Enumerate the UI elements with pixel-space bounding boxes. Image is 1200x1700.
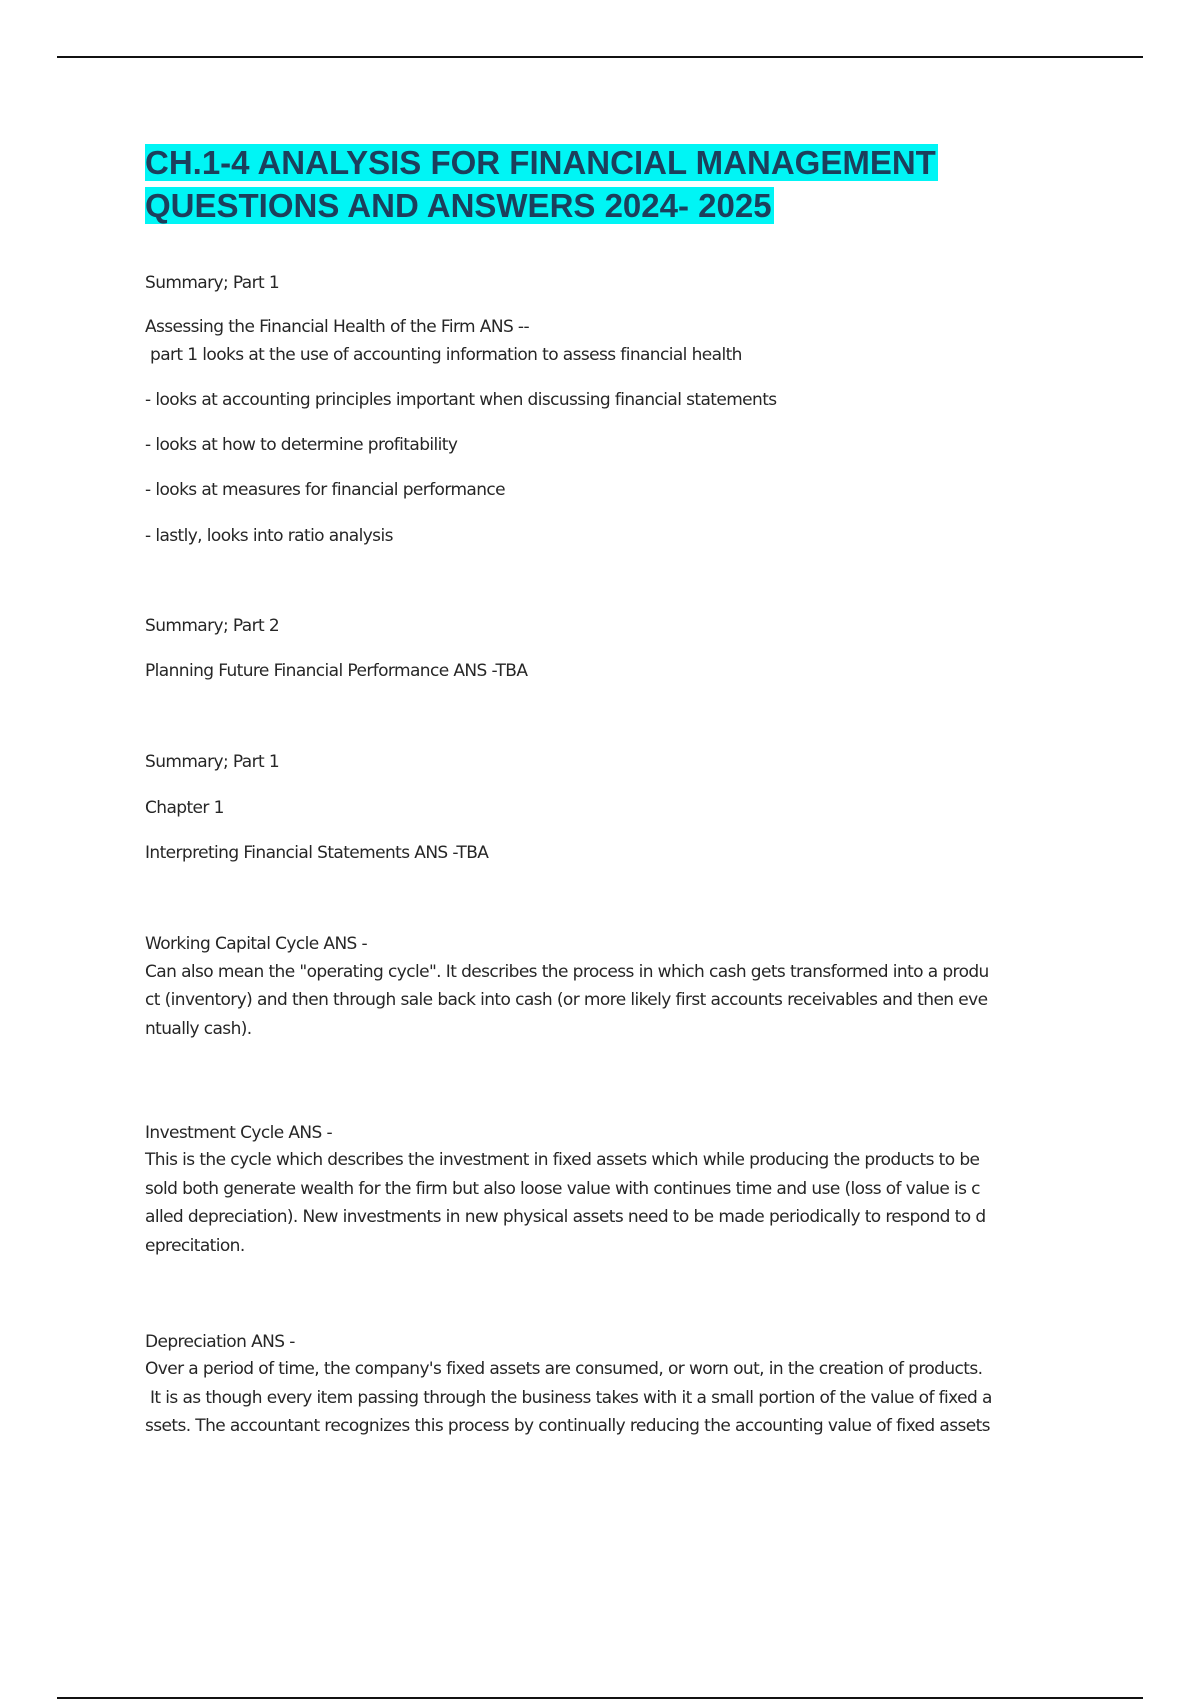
- bullet-item: - looks at measures for financial performance: [145, 480, 505, 500]
- title-line-2: QUESTIONS AND ANSWERS 2024- 2025: [145, 187, 772, 224]
- summary-heading: Summary; Part 1: [145, 752, 280, 772]
- answer-text: ssets. The accountant recognizes this process by continually reducing the accounting value of fixed assets: [145, 1416, 990, 1436]
- question-term: Interpreting Financial Statements ANS -TBA: [145, 843, 489, 863]
- answer-text: alled depreciation). New investments in new physical assets need to be made periodically to respond to d: [145, 1207, 986, 1227]
- chapter-heading: Chapter 1: [145, 798, 224, 818]
- answer-text: sold both generate wealth for the firm but also loose value with continues time and use (loss of value is c: [145, 1179, 980, 1199]
- question-term: Depreciation ANS -: [145, 1332, 295, 1352]
- answer-text: This is the cycle which describes the investment in fixed assets which while producing the products to be: [145, 1150, 980, 1170]
- answer-text: Over a period of time, the company's fixed assets are consumed, or worn out, in the creation of products.: [145, 1359, 983, 1379]
- title-line-1: CH.1-4 ANALYSIS FOR FINANCIAL MANAGEMENT: [145, 144, 936, 181]
- question-term: Investment Cycle ANS -: [145, 1123, 333, 1143]
- bullet-item: - looks at how to determine profitability: [145, 435, 458, 455]
- question-term: Planning Future Financial Performance ANS -TBA: [145, 661, 528, 681]
- answer-text: Can also mean the "operating cycle". It describes the process in which cash gets transformed into a produ: [145, 962, 989, 982]
- top-rule: [57, 56, 1143, 58]
- question-term: Working Capital Cycle ANS -: [145, 934, 368, 954]
- answer-text: ct (inventory) and then through sale back into cash (or more likely first accounts receivables and then eve: [145, 990, 988, 1010]
- answer-text: ntually cash).: [145, 1019, 252, 1039]
- bullet-item: - looks at accounting principles important when discussing financial statements: [145, 390, 777, 410]
- answer-text: It is as though every item passing through the business takes with it a small portion of the value of fixed a: [150, 1388, 992, 1408]
- bottom-rule: [57, 1697, 1143, 1699]
- answer-text: part 1 looks at the use of accounting information to assess financial health: [150, 345, 742, 365]
- summary-heading: Summary; Part 2: [145, 616, 280, 636]
- summary-heading: Summary; Part 1: [145, 273, 280, 293]
- question-term: Assessing the Financial Health of the Firm ANS --: [145, 317, 530, 337]
- answer-text: eprecitation.: [145, 1236, 245, 1256]
- document-title: [145, 141, 1095, 227]
- bullet-item: - lastly, looks into ratio analysis: [145, 526, 393, 546]
